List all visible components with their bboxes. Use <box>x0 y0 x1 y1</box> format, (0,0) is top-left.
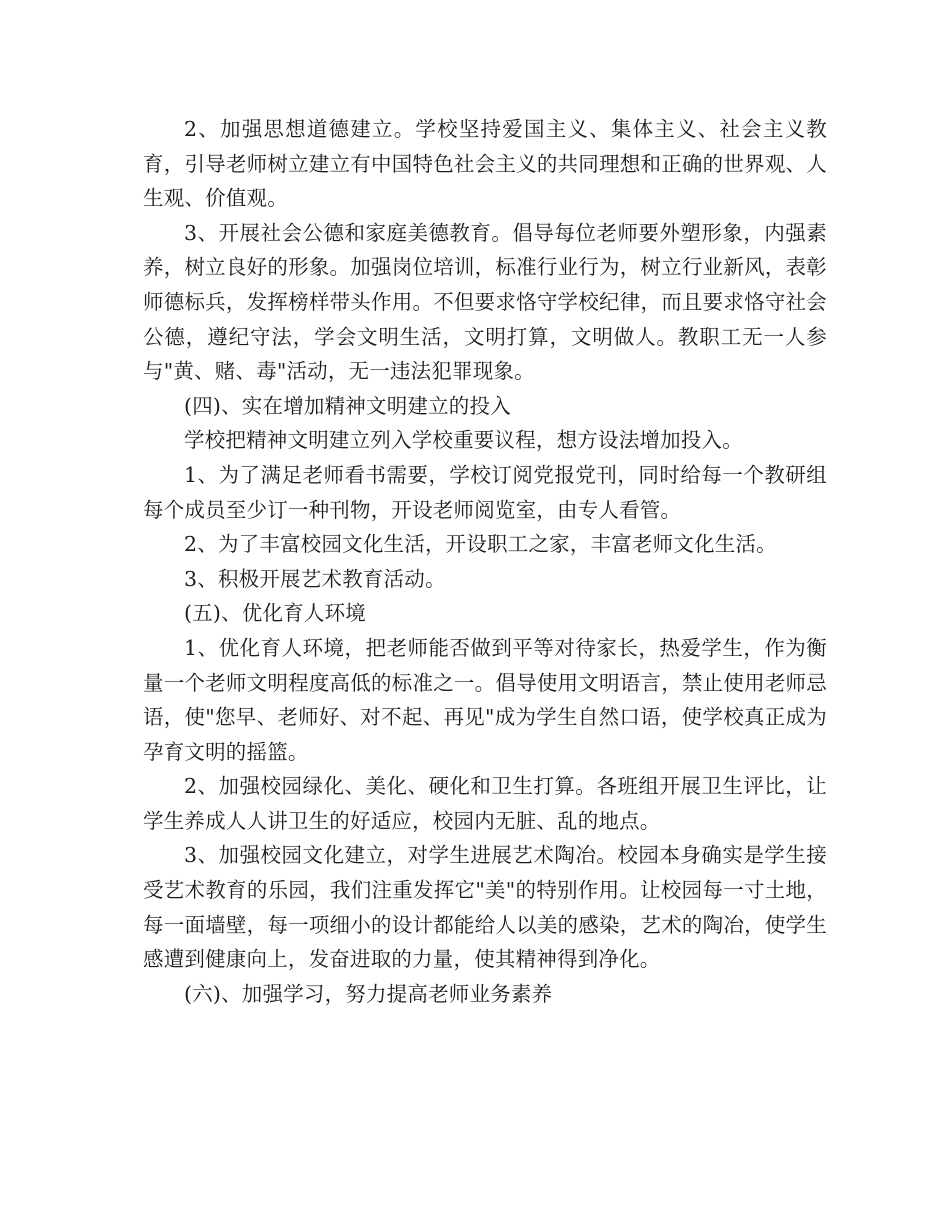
paragraph-campus-culture: 3、加强校园文化建立，对学生进展艺术陶冶。校园本身确实是学生接受艺术教育的乐园，我们注重发挥它"美"的特别作用。让校园每一寸土地，每一面墙壁，每一项细小的设计都能给人以美的感染，艺术的陶冶，使学生感遭到健康向上，发奋进取的力量，使其精神得到净化。 <box>143 843 827 972</box>
paragraph-education-environment: 1、优化育人环境，把老师能否做到平等对待家长，热爱学生，作为衡量一个老师文明程度高低的标准之一。倡导使用文明语言，禁止使用老师忌语，使"您早、老师好、对不起、再见"成为学生自然口语，使学校真正成为孕育文明的摇篮。 <box>143 635 827 764</box>
paragraph-moral-construction: 2、加强思想道德建立。学校坚持爱国主义、集体主义、社会主义教育，引导老师树立建立有中国特色社会主义的共同理想和正确的世界观、人生观、价值观。 <box>143 117 827 211</box>
paragraph-campus-greening: 2、加强校园绿化、美化、硬化和卫生打算。各班组开展卫生评比，让学生养成人人讲卫生的好适应，校园内无脏、乱的地点。 <box>143 774 827 833</box>
document-body <box>143 112 827 1011</box>
paragraph-social-ethics: 3、开展社会公德和家庭美德教育。倡导每位老师要外塑形象，内强素养，树立良好的形象。加强岗位培训，标准行业行为，树立行业新风，表彰师德标兵，发挥榜样带头作用。不但要求恪守学校纪律，而且要求恪守社会公德，遵纪守法，学会文明生活，文明打算，文明做人。教职工无一人参与"黄、赌、毒"活动，无一违法犯罪现象。 <box>143 220 827 384</box>
section-heading-5: (五)、优化育人环境 <box>184 601 366 626</box>
paragraph-investment-intro: 学校把精神文明建立列入学校重要议程，想方设法增加投入。 <box>184 428 743 453</box>
section-heading-4: (四)、实在增加精神文明建立的投入 <box>184 393 511 418</box>
paragraph-art-activities: 3、积极开展艺术教育活动。 <box>184 566 446 591</box>
section-heading-6: (六)、加强学习，努力提高老师业务素养 <box>184 981 553 1006</box>
paragraph-reading-room: 1、为了满足老师看书需要，学校订阅党报党刊，同时给每一个教研组每个成员至少订一种刊物，开设老师阅览室，由专人看管。 <box>143 462 827 522</box>
paragraph-staff-home: 2、为了丰富校园文化生活，开设职工之家，丰富老师文化生活。 <box>184 532 777 557</box>
